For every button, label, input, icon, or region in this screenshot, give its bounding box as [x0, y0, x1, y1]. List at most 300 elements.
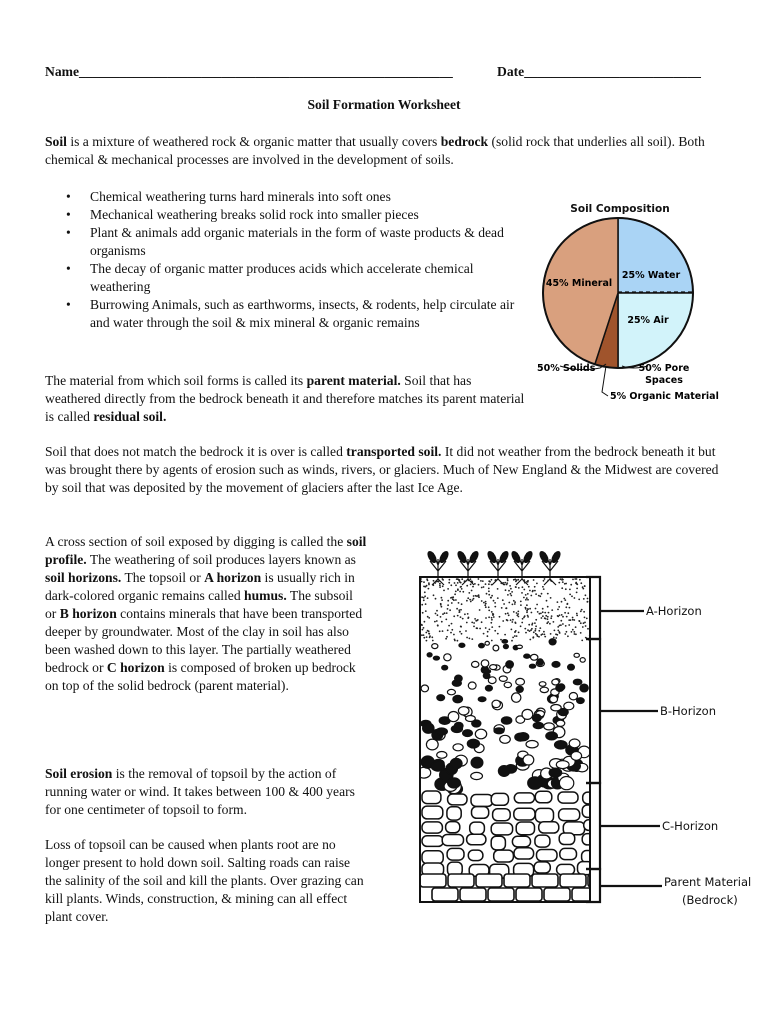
soil-dot — [461, 603, 463, 605]
soil-dot — [425, 586, 427, 588]
soil-dot — [488, 616, 490, 618]
soil-dot — [439, 583, 441, 585]
soil-dot — [474, 618, 476, 620]
soil-dot — [423, 597, 425, 599]
label-parent-material: Parent Material — [664, 875, 752, 889]
soil-dot — [423, 634, 425, 636]
pebble — [529, 664, 535, 668]
soil-dot — [574, 578, 576, 580]
soil-dot — [427, 597, 429, 599]
soil-dot — [441, 606, 443, 608]
soil-dot — [491, 617, 493, 619]
soil-dot — [425, 603, 427, 605]
soil-dot — [494, 606, 496, 608]
soil-dot — [504, 582, 506, 584]
soil-dot — [492, 613, 494, 615]
soil-dot — [508, 614, 510, 616]
soil-dot — [580, 632, 582, 634]
soil-dot — [433, 580, 435, 582]
soil-dot — [488, 606, 490, 608]
term-residual-soil: residual soil. — [93, 409, 167, 424]
bedrock-block — [504, 874, 530, 887]
soil-dot — [572, 629, 574, 631]
soil-dot — [528, 624, 530, 626]
soil-dot — [497, 588, 499, 590]
soil-dot — [550, 617, 552, 619]
rock — [471, 795, 493, 807]
soil-dot — [581, 640, 583, 642]
soil-dot — [448, 625, 450, 627]
pebble — [468, 682, 476, 689]
soil-dot — [551, 580, 553, 582]
soil-dot — [576, 613, 578, 615]
soil-dot — [566, 631, 568, 633]
soil-dot — [497, 597, 499, 599]
pebble — [453, 695, 463, 702]
soil-dot — [540, 634, 542, 636]
soil-dot — [466, 622, 468, 624]
soil-dot — [524, 582, 526, 584]
soil-dot — [465, 630, 467, 632]
pebble — [550, 696, 558, 703]
soil-dot — [510, 593, 512, 595]
soil-dot — [579, 579, 581, 581]
leaf — [486, 550, 497, 563]
pebble — [580, 684, 588, 692]
soil-dot — [484, 604, 486, 606]
intro-paragraph — [45, 133, 725, 169]
soil-dot — [569, 607, 571, 609]
soil-dot — [522, 618, 524, 620]
soil-dot — [535, 608, 537, 610]
pebble — [444, 654, 451, 661]
soil-dot — [468, 580, 470, 582]
soil-dot — [538, 595, 540, 597]
soil-dot — [481, 621, 483, 623]
bedrock-block — [516, 888, 542, 901]
soil-dot — [584, 622, 586, 624]
bedrock-block — [460, 888, 486, 901]
soil-dot — [509, 585, 511, 587]
soil-dot — [527, 599, 529, 601]
transported-text-2: It did not weather from the bedrock beneath it but was brought there by agents of erosion such as winds, rivers, or glaciers. Much of New England & the Midwest are covered by soil that was deposited by the movement of glaciers after the last Ice Age. — [45, 444, 719, 495]
soil-dot — [548, 612, 550, 614]
parent-text-1: The material from which soil forms is called its — [45, 373, 307, 388]
pebble — [458, 707, 469, 715]
soil-dot — [500, 582, 502, 584]
soil-dot — [557, 601, 559, 603]
soil-dot — [574, 633, 576, 635]
list-item: • Plant & animals add organic materials in the form of waste products & dead organisms — [45, 224, 525, 260]
soil-dot — [578, 599, 580, 601]
bedrock-block — [432, 888, 458, 901]
soil-dot — [485, 606, 487, 608]
soil-dot — [534, 630, 536, 632]
term-a-horizon: A horizon — [204, 570, 262, 585]
soil-dot — [502, 620, 504, 622]
pie-slices — [543, 218, 693, 368]
soil-dot — [538, 630, 540, 632]
pebble — [471, 757, 483, 768]
rock — [559, 809, 580, 821]
soil-dot — [532, 637, 534, 639]
intro-text-2: (solid rock that underlies all soil). Both chemical & mechanical processes are involved in the development of soils. — [45, 134, 705, 167]
soil-dot — [578, 620, 580, 622]
soil-dot — [447, 600, 449, 602]
soil-dot — [490, 597, 492, 599]
soil-dot — [564, 599, 566, 601]
rock — [467, 834, 486, 845]
soil-dot — [460, 609, 462, 611]
soil-dot — [442, 630, 444, 632]
soil-dot — [525, 599, 527, 601]
pebble — [512, 693, 521, 702]
pebble — [483, 673, 490, 679]
pie-label-mineral: 45% Mineral — [545, 278, 613, 289]
soil-dot — [514, 601, 516, 603]
soil-dot — [517, 611, 519, 613]
soil-dot — [439, 630, 441, 632]
pebble — [516, 678, 525, 685]
soil-dot — [491, 640, 493, 642]
soil-dot — [423, 586, 425, 588]
soil-dot — [485, 603, 487, 605]
soil-dot — [453, 599, 455, 601]
soil-dot — [534, 590, 536, 592]
soil-dot — [587, 601, 589, 603]
rock — [535, 835, 550, 847]
soil-dot — [529, 630, 531, 632]
pebble — [490, 665, 497, 670]
soil-dot — [544, 612, 546, 614]
pebble — [573, 679, 582, 685]
pebble — [479, 643, 485, 647]
soil-dot — [545, 615, 547, 617]
soil-dot — [466, 585, 468, 587]
pie-slice-1 — [618, 293, 693, 368]
soil-dot — [445, 638, 447, 640]
profile-text-7: is composed of broken up bedrock on top of the solid bedrock (parent material). — [45, 660, 356, 693]
soil-dot — [518, 587, 520, 589]
term-soil-horizons: soil horizons. — [45, 570, 122, 585]
label-c-horizon: C-Horizon — [662, 819, 719, 833]
soil-dot — [514, 578, 516, 580]
intro-text-1: is a mixture of weathered rock & organic matter that usually covers — [66, 134, 441, 149]
soil-dot — [560, 620, 562, 622]
soil-dot — [450, 632, 452, 634]
list-item: • Chemical weathering turns hard minerals into soft ones — [45, 188, 525, 206]
pebble — [472, 661, 479, 667]
soil-dot — [547, 593, 549, 595]
soil-dot — [565, 588, 567, 590]
soil-dot — [521, 592, 523, 594]
soil-dot — [428, 633, 430, 635]
soil-dot — [533, 631, 535, 633]
rock — [514, 848, 534, 859]
soil-dot — [467, 617, 469, 619]
soil-dot — [527, 593, 529, 595]
pebble — [556, 720, 565, 726]
rock — [560, 848, 577, 859]
pebble — [552, 662, 560, 668]
pebble — [427, 653, 432, 657]
pebble — [556, 761, 569, 769]
rock — [448, 794, 467, 805]
soil-dot — [585, 594, 587, 596]
soil-dot — [442, 578, 444, 580]
soil-dot — [462, 591, 464, 593]
pebble — [467, 739, 479, 748]
soil-dot — [436, 610, 438, 612]
soil-dot — [534, 622, 536, 624]
soil-dot — [561, 614, 563, 616]
soil-dot — [572, 579, 574, 581]
rock — [534, 862, 550, 873]
soil-dot — [561, 601, 563, 603]
soil-dot — [488, 590, 490, 592]
soil-dot — [565, 625, 567, 627]
soil-dot — [432, 640, 434, 642]
pebble — [539, 682, 546, 687]
soil-dot — [543, 580, 545, 582]
rock — [535, 791, 552, 803]
soil-dot — [475, 595, 477, 597]
soil-dot — [455, 599, 457, 601]
soil-dot — [551, 609, 553, 611]
bedrock-block — [488, 888, 514, 901]
soil-dot — [486, 593, 488, 595]
soil-dot — [582, 586, 584, 588]
soil-dot — [580, 622, 582, 624]
leaf — [468, 550, 479, 563]
soil-dot — [425, 610, 427, 612]
soil-dot — [426, 640, 428, 642]
soil-dot — [572, 617, 574, 619]
pebble — [555, 741, 568, 749]
rock — [422, 806, 443, 819]
soil-dot — [447, 629, 449, 631]
rock — [514, 808, 535, 820]
pebble — [551, 705, 561, 711]
soil-dot — [472, 586, 474, 588]
bedrock-block — [572, 888, 598, 901]
pebble — [478, 697, 486, 702]
soil-dot — [442, 585, 444, 587]
rock — [535, 808, 553, 822]
soil-dot — [487, 635, 489, 637]
label-a-horizon: A-Horizon — [646, 604, 702, 618]
soil-dot — [478, 594, 480, 596]
soil-dot — [527, 580, 529, 582]
pebble — [532, 714, 541, 721]
soil-dot — [513, 600, 515, 602]
soil-dot — [422, 629, 424, 631]
subsoil-pebbles — [417, 639, 590, 795]
term-b-horizon: B horizon — [59, 606, 117, 621]
soil-dot — [536, 604, 538, 606]
pebble — [466, 716, 476, 722]
soil-dot — [580, 610, 582, 612]
pie-label-pore-2: Spaces — [645, 375, 683, 386]
soil-dot — [523, 597, 525, 599]
soil-dot — [567, 603, 569, 605]
pebble — [492, 700, 500, 707]
soil-dot — [550, 597, 552, 599]
soil-dot — [524, 615, 526, 617]
soil-dot — [527, 629, 529, 631]
pebble — [580, 658, 585, 663]
soil-dot — [461, 633, 463, 635]
term-soil-erosion: Soil erosion — [45, 766, 113, 781]
profile-text-3: The topsoil or — [121, 570, 205, 585]
soil-dot — [461, 578, 463, 580]
term-c-horizon: C horizon — [106, 660, 165, 675]
soil-dot — [502, 599, 504, 601]
pebble — [564, 702, 574, 710]
bedrock-block — [476, 874, 502, 887]
rock — [442, 835, 463, 846]
soil-dot — [491, 626, 493, 628]
soil-dot — [488, 594, 490, 596]
soil-dot — [470, 584, 472, 586]
soil-dot — [521, 622, 523, 624]
soil-dot — [445, 619, 447, 621]
pebble — [463, 730, 473, 737]
pebble — [499, 676, 507, 681]
soil-dot — [432, 584, 434, 586]
pebble — [498, 766, 509, 777]
date-line[interactable]: __________________________ — [524, 64, 701, 79]
soil-dot — [525, 607, 527, 609]
soil-dot — [491, 619, 493, 621]
soil-dot — [506, 584, 508, 586]
soil-dot — [563, 598, 565, 600]
soil-dot — [527, 615, 529, 617]
pebble — [506, 661, 514, 668]
leaf — [510, 550, 521, 563]
soil-dot — [542, 611, 544, 613]
soil-dot — [479, 609, 481, 611]
parent-text-2: Soil that has weathered directly from the bedrock beneath it and therefore matches its parent material is called — [45, 373, 525, 424]
soil-dot — [454, 582, 456, 584]
bracket-a — [586, 577, 600, 639]
soil-dot — [488, 583, 490, 585]
pebble — [569, 693, 577, 700]
soil-dot — [505, 589, 507, 591]
soil-dot — [525, 632, 527, 634]
date-label: Date — [497, 64, 525, 79]
soil-dot — [485, 601, 487, 603]
profile-text-5: The subsoil or — [45, 588, 353, 621]
leaf — [438, 550, 449, 563]
soil-dot — [460, 626, 462, 628]
soil-dot — [575, 582, 577, 584]
soil-dot — [428, 584, 430, 586]
soil-dot — [454, 593, 456, 595]
soil-dot — [490, 622, 492, 624]
rock — [539, 822, 559, 833]
soil-dot — [469, 638, 471, 640]
transported-text-1: Soil that does not match the bedrock it is over is called — [45, 444, 347, 459]
pebble — [552, 679, 559, 685]
soil-dot — [526, 597, 528, 599]
soil-dot — [481, 600, 483, 602]
soil-dot — [478, 578, 480, 580]
pebble — [522, 709, 533, 719]
pebble — [431, 761, 444, 771]
pebble — [544, 723, 555, 730]
rock — [422, 791, 441, 804]
soil-dot — [571, 595, 573, 597]
soil-dot — [481, 587, 483, 589]
soil-dot — [562, 616, 564, 618]
soil-dot — [476, 627, 478, 629]
soil-dot — [529, 639, 531, 641]
pebble — [432, 644, 438, 649]
date-field — [497, 64, 701, 80]
soil-dot — [424, 621, 426, 623]
soil-dot — [434, 621, 436, 623]
soil-dot — [491, 584, 493, 586]
soil-dot — [446, 612, 448, 614]
soil-dot — [422, 612, 424, 614]
pebble — [448, 778, 461, 788]
soil-dot — [587, 628, 589, 630]
bedrock-block — [560, 874, 586, 887]
soil-dot — [472, 599, 474, 601]
pebble — [568, 664, 575, 670]
soil-dot — [488, 588, 490, 590]
soil-dot — [573, 631, 575, 633]
horizon-brackets — [586, 577, 662, 902]
soil-dot — [543, 631, 545, 633]
soil-dot — [458, 579, 460, 581]
soil-dot — [580, 582, 582, 584]
soil-dot — [574, 597, 576, 599]
soil-dot — [428, 630, 430, 632]
pebble — [571, 752, 582, 761]
soil-dot — [468, 592, 470, 594]
soil-dot — [434, 582, 436, 584]
soil-dot — [508, 602, 510, 604]
pebble — [437, 752, 447, 759]
soil-dot — [491, 579, 493, 581]
soil-erosion-paragraph — [45, 765, 367, 819]
soil-dot — [471, 580, 473, 582]
soil-dot — [424, 591, 426, 593]
rock — [447, 848, 464, 860]
soil-dot — [458, 602, 460, 604]
soil-dot — [525, 594, 527, 596]
soil-dot — [433, 594, 435, 596]
soil-dot — [506, 619, 508, 621]
pie-label-pore-1: 50% Pore — [638, 363, 690, 374]
soil-dot — [533, 579, 535, 581]
soil-dot — [471, 638, 473, 640]
soil-dot — [581, 609, 583, 611]
rock — [491, 793, 508, 805]
soil-dot — [561, 579, 563, 581]
soil-dot — [507, 594, 509, 596]
soil-dot — [451, 623, 453, 625]
pebble — [455, 675, 463, 682]
soil-dot — [450, 584, 452, 586]
soil-dot — [557, 609, 559, 611]
pebble — [500, 735, 511, 743]
name-line[interactable]: _______________________________________________________ — [78, 64, 453, 79]
soil-dot — [473, 598, 475, 600]
soil-dot — [455, 591, 457, 593]
